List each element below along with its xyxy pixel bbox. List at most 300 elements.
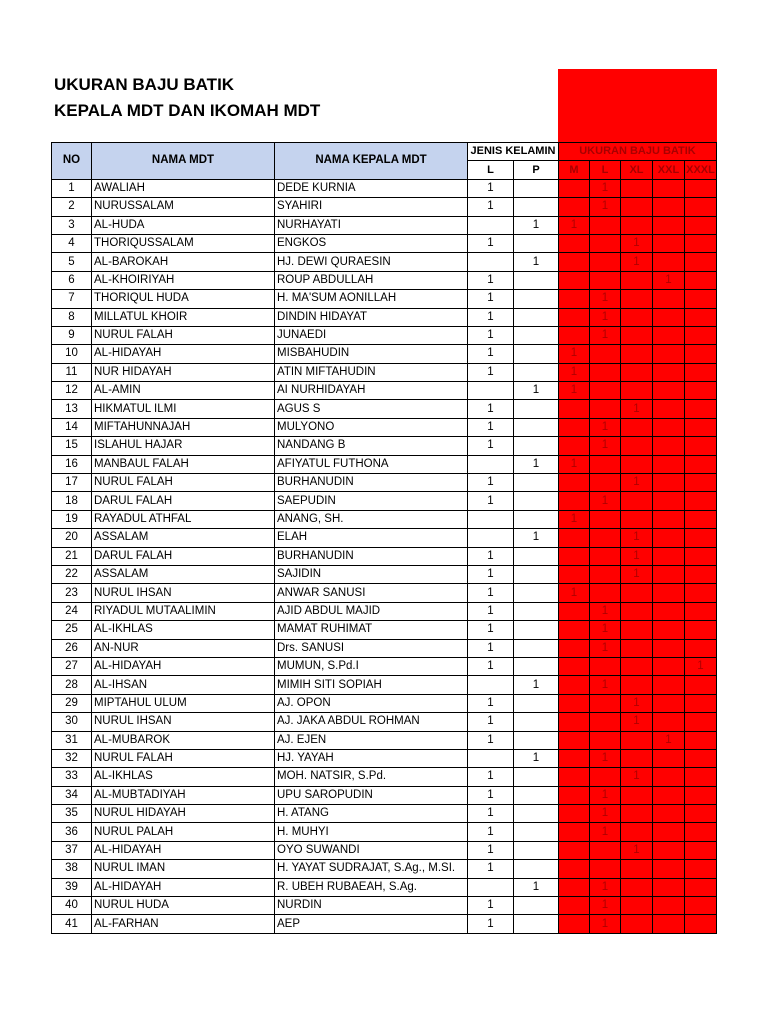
table-row[interactable] — [52, 584, 717, 602]
cell-size-xxl[interactable] — [653, 823, 685, 841]
cell-gender-p[interactable] — [514, 271, 559, 289]
cell-nama-kepala[interactable]: MIMIH SITI SOPIAH — [275, 676, 468, 694]
cell-size-m[interactable] — [559, 547, 590, 565]
cell-nama-mdt[interactable]: NURUL FALAH — [92, 326, 275, 344]
cell-nama-mdt[interactable]: NURUL IHSAN — [92, 713, 275, 731]
table-row[interactable] — [52, 639, 717, 657]
cell-gender-p[interactable] — [514, 547, 559, 565]
cell-size-xxxl[interactable] — [685, 639, 717, 657]
cell-size-xxxl[interactable] — [685, 474, 717, 492]
table-row[interactable] — [52, 841, 717, 859]
cell-size-xxl[interactable] — [653, 400, 685, 418]
cell-no[interactable]: 31 — [52, 731, 92, 749]
cell-size-m[interactable] — [559, 326, 590, 344]
cell-nama-kepala[interactable]: ATIN MIFTAHUDIN — [275, 363, 468, 381]
cell-size-xxxl[interactable] — [685, 510, 717, 528]
cell-nama-kepala[interactable]: ENGKOS — [275, 234, 468, 252]
cell-size-xxl[interactable] — [653, 418, 685, 436]
cell-no[interactable]: 17 — [52, 474, 92, 492]
cell-size-xxxl[interactable] — [685, 308, 717, 326]
cell-size-m[interactable] — [559, 400, 590, 418]
cell-size-xxxl[interactable] — [685, 897, 717, 915]
cell-gender-l[interactable] — [468, 216, 514, 234]
cell-gender-l[interactable]: 1 — [468, 713, 514, 731]
cell-size-xxxl[interactable]: 1 — [685, 657, 717, 675]
cell-nama-mdt[interactable]: MANBAUL FALAH — [92, 455, 275, 473]
cell-nama-kepala[interactable]: BURHANUDIN — [275, 474, 468, 492]
cell-gender-p[interactable] — [514, 584, 559, 602]
cell-size-xxl[interactable] — [653, 234, 685, 252]
cell-gender-p[interactable] — [514, 621, 559, 639]
cell-size-l[interactable] — [590, 565, 621, 583]
table-row[interactable] — [52, 676, 717, 694]
cell-gender-l[interactable]: 1 — [468, 694, 514, 712]
cell-no[interactable]: 26 — [52, 639, 92, 657]
table-row[interactable] — [52, 694, 717, 712]
cell-nama-mdt[interactable]: AL-MUBTADIYAH — [92, 786, 275, 804]
cell-size-xxxl[interactable] — [685, 345, 717, 363]
cell-nama-mdt[interactable]: NUR HIDAYAH — [92, 363, 275, 381]
cell-size-xxxl[interactable] — [685, 547, 717, 565]
cell-nama-kepala[interactable]: MOH. NATSIR, S.Pd. — [275, 768, 468, 786]
cell-gender-p[interactable] — [514, 841, 559, 859]
cell-size-xl[interactable]: 1 — [621, 713, 653, 731]
cell-nama-kepala[interactable]: ROUP ABDULLAH — [275, 271, 468, 289]
table-row[interactable] — [52, 400, 717, 418]
cell-nama-mdt[interactable]: AL-KHOIRIYAH — [92, 271, 275, 289]
cell-no[interactable]: 35 — [52, 805, 92, 823]
cell-no[interactable]: 40 — [52, 897, 92, 915]
cell-gender-p[interactable] — [514, 565, 559, 583]
cell-size-m[interactable] — [559, 198, 590, 216]
cell-no[interactable]: 24 — [52, 602, 92, 620]
cell-no[interactable]: 11 — [52, 363, 92, 381]
table-row[interactable] — [52, 786, 717, 804]
cell-size-m[interactable] — [559, 841, 590, 859]
cell-no[interactable]: 14 — [52, 418, 92, 436]
cell-nama-mdt[interactable]: NURUL HUDA — [92, 897, 275, 915]
table-row[interactable] — [52, 657, 717, 675]
cell-size-xxl[interactable] — [653, 529, 685, 547]
cell-size-l[interactable] — [590, 841, 621, 859]
cell-size-m[interactable] — [559, 731, 590, 749]
col-header-p[interactable]: P — [514, 161, 559, 179]
cell-size-xl[interactable] — [621, 805, 653, 823]
cell-no[interactable]: 30 — [52, 713, 92, 731]
cell-gender-p[interactable] — [514, 731, 559, 749]
cell-size-xxl[interactable] — [653, 878, 685, 896]
table-row[interactable] — [52, 271, 717, 289]
col-header-nama-kepala[interactable]: NAMA KEPALA MDT — [275, 143, 468, 180]
cell-nama-kepala[interactable]: BURHANUDIN — [275, 547, 468, 565]
col-header-nama-mdt[interactable]: NAMA MDT — [92, 143, 275, 180]
cell-nama-kepala[interactable]: H. MA'SUM AONILLAH — [275, 290, 468, 308]
cell-nama-mdt[interactable]: AL-HUDA — [92, 216, 275, 234]
cell-size-xxl[interactable] — [653, 713, 685, 731]
table-row[interactable] — [52, 308, 717, 326]
cell-size-xxl[interactable] — [653, 198, 685, 216]
cell-nama-kepala[interactable]: R. UBEH RUBAEAH, S.Ag. — [275, 878, 468, 896]
cell-size-xl[interactable] — [621, 657, 653, 675]
cell-no[interactable]: 2 — [52, 198, 92, 216]
cell-nama-kepala[interactable]: NANDANG B — [275, 437, 468, 455]
cell-size-l[interactable]: 1 — [590, 805, 621, 823]
cell-no[interactable]: 5 — [52, 253, 92, 271]
cell-size-xxxl[interactable] — [685, 253, 717, 271]
cell-size-l[interactable]: 1 — [590, 602, 621, 620]
table-row[interactable] — [52, 713, 717, 731]
table-row[interactable] — [52, 915, 717, 933]
cell-no[interactable]: 6 — [52, 271, 92, 289]
cell-size-xl[interactable] — [621, 676, 653, 694]
cell-no[interactable]: 29 — [52, 694, 92, 712]
cell-size-xxxl[interactable] — [685, 492, 717, 510]
table-row[interactable] — [52, 179, 717, 197]
cell-gender-p[interactable] — [514, 198, 559, 216]
cell-size-m[interactable] — [559, 418, 590, 436]
cell-size-l[interactable]: 1 — [590, 308, 621, 326]
cell-nama-mdt[interactable]: RIYADUL MUTAALIMIN — [92, 602, 275, 620]
cell-nama-kepala[interactable]: ANANG, SH. — [275, 510, 468, 528]
cell-nama-mdt[interactable]: AL-MUBAROK — [92, 731, 275, 749]
cell-no[interactable]: 38 — [52, 860, 92, 878]
cell-no[interactable]: 21 — [52, 547, 92, 565]
cell-size-xxxl[interactable] — [685, 326, 717, 344]
cell-nama-mdt[interactable]: AL-HIDAYAH — [92, 657, 275, 675]
cell-size-l[interactable] — [590, 731, 621, 749]
cell-size-xl[interactable]: 1 — [621, 234, 653, 252]
cell-nama-mdt[interactable]: DARUL FALAH — [92, 547, 275, 565]
table-row[interactable] — [52, 326, 717, 344]
cell-gender-p[interactable] — [514, 363, 559, 381]
cell-gender-p[interactable] — [514, 510, 559, 528]
cell-gender-p[interactable] — [514, 639, 559, 657]
cell-size-xxxl[interactable] — [685, 621, 717, 639]
cell-no[interactable]: 41 — [52, 915, 92, 933]
cell-size-xxxl[interactable] — [685, 584, 717, 602]
cell-nama-mdt[interactable]: MILLATUL KHOIR — [92, 308, 275, 326]
cell-size-l[interactable]: 1 — [590, 492, 621, 510]
cell-nama-mdt[interactable]: NURUL IMAN — [92, 860, 275, 878]
cell-size-m[interactable] — [559, 897, 590, 915]
cell-size-xxl[interactable] — [653, 216, 685, 234]
cell-size-xxl[interactable] — [653, 915, 685, 933]
cell-nama-kepala[interactable]: NURHAYATI — [275, 216, 468, 234]
cell-gender-l[interactable]: 1 — [468, 363, 514, 381]
cell-size-l[interactable] — [590, 657, 621, 675]
cell-size-m[interactable] — [559, 823, 590, 841]
cell-nama-mdt[interactable]: NURUL FALAH — [92, 749, 275, 767]
table-row[interactable] — [52, 363, 717, 381]
cell-size-xl[interactable] — [621, 823, 653, 841]
cell-no[interactable]: 15 — [52, 437, 92, 455]
cell-gender-p[interactable] — [514, 492, 559, 510]
cell-gender-l[interactable]: 1 — [468, 860, 514, 878]
cell-gender-p[interactable] — [514, 308, 559, 326]
cell-size-xl[interactable]: 1 — [621, 841, 653, 859]
cell-no[interactable]: 28 — [52, 676, 92, 694]
cell-size-xxl[interactable] — [653, 290, 685, 308]
cell-size-m[interactable]: 1 — [559, 216, 590, 234]
cell-nama-kepala[interactable]: AI NURHIDAYAH — [275, 382, 468, 400]
cell-nama-kepala[interactable]: UPU SAROPUDIN — [275, 786, 468, 804]
cell-size-xxxl[interactable] — [685, 418, 717, 436]
cell-gender-l[interactable]: 1 — [468, 271, 514, 289]
cell-nama-kepala[interactable]: HJ. YAYAH — [275, 749, 468, 767]
cell-gender-l[interactable]: 1 — [468, 198, 514, 216]
cell-gender-l[interactable]: 1 — [468, 437, 514, 455]
cell-size-l[interactable] — [590, 382, 621, 400]
cell-gender-l[interactable]: 1 — [468, 492, 514, 510]
cell-size-xxl[interactable] — [653, 768, 685, 786]
cell-nama-kepala[interactable]: SAEPUDIN — [275, 492, 468, 510]
cell-size-l[interactable]: 1 — [590, 621, 621, 639]
cell-size-xxl[interactable] — [653, 676, 685, 694]
cell-size-xxl[interactable] — [653, 253, 685, 271]
cell-nama-kepala[interactable]: MISBAHUDIN — [275, 345, 468, 363]
cell-nama-kepala[interactable]: OYO SUWANDI — [275, 841, 468, 859]
cell-size-l[interactable]: 1 — [590, 437, 621, 455]
cell-size-m[interactable] — [559, 529, 590, 547]
cell-gender-l[interactable]: 1 — [468, 915, 514, 933]
cell-size-m[interactable] — [559, 768, 590, 786]
cell-gender-l[interactable] — [468, 529, 514, 547]
cell-gender-l[interactable] — [468, 382, 514, 400]
cell-size-xl[interactable] — [621, 602, 653, 620]
cell-nama-mdt[interactable]: MIFTAHUNNAJAH — [92, 418, 275, 436]
cell-size-xl[interactable] — [621, 860, 653, 878]
cell-no[interactable]: 32 — [52, 749, 92, 767]
cell-nama-kepala[interactable]: AFIYATUL FUTHONA — [275, 455, 468, 473]
cell-no[interactable]: 7 — [52, 290, 92, 308]
cell-nama-mdt[interactable]: AL-IHSAN — [92, 676, 275, 694]
col-header-no[interactable]: NO — [52, 143, 92, 180]
cell-size-xxxl[interactable] — [685, 860, 717, 878]
cell-nama-kepala[interactable]: JUNAEDI — [275, 326, 468, 344]
cell-gender-l[interactable]: 1 — [468, 731, 514, 749]
cell-no[interactable]: 12 — [52, 382, 92, 400]
cell-size-xxl[interactable] — [653, 382, 685, 400]
cell-nama-kepala[interactable]: AJID ABDUL MAJID — [275, 602, 468, 620]
table-row[interactable] — [52, 510, 717, 528]
cell-gender-p[interactable] — [514, 437, 559, 455]
cell-size-l[interactable] — [590, 253, 621, 271]
cell-size-xxl[interactable] — [653, 749, 685, 767]
cell-size-xxxl[interactable] — [685, 823, 717, 841]
cell-size-xxxl[interactable] — [685, 565, 717, 583]
cell-nama-kepala[interactable]: DINDIN HIDAYAT — [275, 308, 468, 326]
cell-gender-p[interactable] — [514, 290, 559, 308]
cell-gender-p[interactable] — [514, 897, 559, 915]
cell-size-xl[interactable] — [621, 198, 653, 216]
cell-size-xxl[interactable] — [653, 345, 685, 363]
cell-size-l[interactable] — [590, 713, 621, 731]
cell-size-xxl[interactable] — [653, 474, 685, 492]
cell-gender-p[interactable] — [514, 474, 559, 492]
cell-nama-mdt[interactable]: AL-HIDAYAH — [92, 878, 275, 896]
cell-gender-l[interactable]: 1 — [468, 474, 514, 492]
cell-no[interactable]: 13 — [52, 400, 92, 418]
table-row[interactable] — [52, 731, 717, 749]
cell-gender-l[interactable]: 1 — [468, 621, 514, 639]
cell-nama-kepala[interactable]: AGUS S — [275, 400, 468, 418]
cell-nama-kepala[interactable]: H. YAYAT SUDRAJAT, S.Ag., M.SI. — [275, 860, 468, 878]
table-row[interactable] — [52, 382, 717, 400]
cell-size-xl[interactable]: 1 — [621, 474, 653, 492]
cell-gender-l[interactable] — [468, 749, 514, 767]
cell-size-xxl[interactable]: 1 — [653, 271, 685, 289]
cell-gender-p[interactable] — [514, 915, 559, 933]
cell-size-l[interactable] — [590, 694, 621, 712]
cell-size-xxxl[interactable] — [685, 234, 717, 252]
cell-size-l[interactable] — [590, 345, 621, 363]
cell-size-xxxl[interactable] — [685, 768, 717, 786]
cell-size-m[interactable]: 1 — [559, 345, 590, 363]
cell-size-l[interactable] — [590, 400, 621, 418]
cell-gender-l[interactable] — [468, 676, 514, 694]
cell-size-l[interactable]: 1 — [590, 786, 621, 804]
cell-size-l[interactable] — [590, 271, 621, 289]
table-row[interactable] — [52, 418, 717, 436]
cell-size-xl[interactable] — [621, 749, 653, 767]
cell-no[interactable]: 8 — [52, 308, 92, 326]
cell-gender-l[interactable]: 1 — [468, 565, 514, 583]
table-row[interactable] — [52, 234, 717, 252]
col-header-size-m[interactable]: M — [559, 161, 590, 179]
cell-size-m[interactable] — [559, 805, 590, 823]
cell-size-m[interactable] — [559, 786, 590, 804]
cell-nama-kepala[interactable]: AEP — [275, 915, 468, 933]
cell-size-l[interactable]: 1 — [590, 290, 621, 308]
cell-nama-mdt[interactable]: NURUL IHSAN — [92, 584, 275, 602]
cell-size-l[interactable] — [590, 584, 621, 602]
cell-size-m[interactable]: 1 — [559, 455, 590, 473]
table-row[interactable] — [52, 805, 717, 823]
cell-size-xxl[interactable] — [653, 657, 685, 675]
cell-gender-p[interactable]: 1 — [514, 749, 559, 767]
cell-nama-mdt[interactable]: NURUL FALAH — [92, 474, 275, 492]
cell-gender-p[interactable]: 1 — [514, 676, 559, 694]
cell-size-l[interactable] — [590, 363, 621, 381]
cell-size-xxl[interactable] — [653, 547, 685, 565]
cell-nama-mdt[interactable]: NURUSSALAM — [92, 198, 275, 216]
cell-size-xxl[interactable] — [653, 602, 685, 620]
cell-gender-l[interactable]: 1 — [468, 400, 514, 418]
cell-size-l[interactable]: 1 — [590, 326, 621, 344]
cell-size-l[interactable]: 1 — [590, 823, 621, 841]
cell-size-xl[interactable] — [621, 418, 653, 436]
cell-size-xxl[interactable] — [653, 621, 685, 639]
cell-nama-mdt[interactable]: AL-BAROKAH — [92, 253, 275, 271]
cell-size-xxxl[interactable] — [685, 602, 717, 620]
cell-nama-mdt[interactable]: AL-AMIN — [92, 382, 275, 400]
table-row[interactable] — [52, 216, 717, 234]
cell-size-m[interactable]: 1 — [559, 363, 590, 381]
cell-size-m[interactable] — [559, 639, 590, 657]
cell-size-xl[interactable] — [621, 345, 653, 363]
cell-gender-l[interactable]: 1 — [468, 290, 514, 308]
cell-no[interactable]: 20 — [52, 529, 92, 547]
cell-gender-p[interactable]: 1 — [514, 529, 559, 547]
cell-size-l[interactable] — [590, 455, 621, 473]
cell-nama-kepala[interactable]: DEDE KURNIA — [275, 179, 468, 197]
cell-size-l[interactable] — [590, 216, 621, 234]
cell-gender-l[interactable]: 1 — [468, 418, 514, 436]
cell-size-xl[interactable] — [621, 382, 653, 400]
cell-nama-mdt[interactable]: HIKMATUL ILMI — [92, 400, 275, 418]
cell-no[interactable]: 39 — [52, 878, 92, 896]
cell-gender-p[interactable]: 1 — [514, 253, 559, 271]
cell-size-xl[interactable]: 1 — [621, 529, 653, 547]
cell-no[interactable]: 4 — [52, 234, 92, 252]
cell-size-l[interactable] — [590, 547, 621, 565]
cell-size-xxl[interactable] — [653, 805, 685, 823]
cell-size-m[interactable] — [559, 657, 590, 675]
cell-no[interactable]: 1 — [52, 179, 92, 197]
cell-size-xl[interactable]: 1 — [621, 547, 653, 565]
table-row[interactable] — [52, 860, 717, 878]
cell-nama-mdt[interactable]: AL-IKHLAS — [92, 768, 275, 786]
cell-size-l[interactable] — [590, 768, 621, 786]
cell-gender-p[interactable] — [514, 694, 559, 712]
cell-size-xxl[interactable] — [653, 786, 685, 804]
cell-no[interactable]: 25 — [52, 621, 92, 639]
cell-size-xl[interactable] — [621, 878, 653, 896]
cell-size-xl[interactable] — [621, 915, 653, 933]
table-row[interactable] — [52, 749, 717, 767]
cell-size-xxxl[interactable] — [685, 179, 717, 197]
cell-size-m[interactable] — [559, 308, 590, 326]
table-row[interactable] — [52, 878, 717, 896]
cell-nama-kepala[interactable]: NURDIN — [275, 897, 468, 915]
cell-size-xl[interactable] — [621, 308, 653, 326]
table-row[interactable] — [52, 823, 717, 841]
cell-size-xxxl[interactable] — [685, 694, 717, 712]
cell-gender-l[interactable]: 1 — [468, 786, 514, 804]
cell-size-xl[interactable] — [621, 290, 653, 308]
cell-nama-kepala[interactable]: MULYONO — [275, 418, 468, 436]
col-header-size-l[interactable]: L — [590, 161, 621, 179]
cell-nama-mdt[interactable]: MIPTAHUL ULUM — [92, 694, 275, 712]
cell-size-xl[interactable] — [621, 363, 653, 381]
cell-size-m[interactable]: 1 — [559, 382, 590, 400]
cell-gender-l[interactable]: 1 — [468, 823, 514, 841]
cell-size-l[interactable]: 1 — [590, 749, 621, 767]
cell-nama-mdt[interactable]: ISLAHUL HAJAR — [92, 437, 275, 455]
cell-gender-l[interactable]: 1 — [468, 805, 514, 823]
cell-gender-p[interactable]: 1 — [514, 878, 559, 896]
cell-size-xl[interactable] — [621, 584, 653, 602]
cell-gender-p[interactable] — [514, 179, 559, 197]
cell-size-xl[interactable] — [621, 455, 653, 473]
cell-size-l[interactable] — [590, 510, 621, 528]
cell-nama-mdt[interactable]: AL-HIDAYAH — [92, 841, 275, 859]
table-row[interactable] — [52, 602, 717, 620]
cell-size-l[interactable]: 1 — [590, 878, 621, 896]
cell-size-m[interactable] — [559, 474, 590, 492]
cell-no[interactable]: 27 — [52, 657, 92, 675]
table-row[interactable] — [52, 897, 717, 915]
cell-size-m[interactable] — [559, 437, 590, 455]
table-row[interactable] — [52, 529, 717, 547]
cell-gender-p[interactable]: 1 — [514, 455, 559, 473]
cell-size-xxl[interactable] — [653, 860, 685, 878]
table-row[interactable] — [52, 253, 717, 271]
cell-size-xxxl[interactable] — [685, 271, 717, 289]
cell-size-xl[interactable]: 1 — [621, 768, 653, 786]
cell-size-m[interactable] — [559, 860, 590, 878]
table-row[interactable] — [52, 474, 717, 492]
